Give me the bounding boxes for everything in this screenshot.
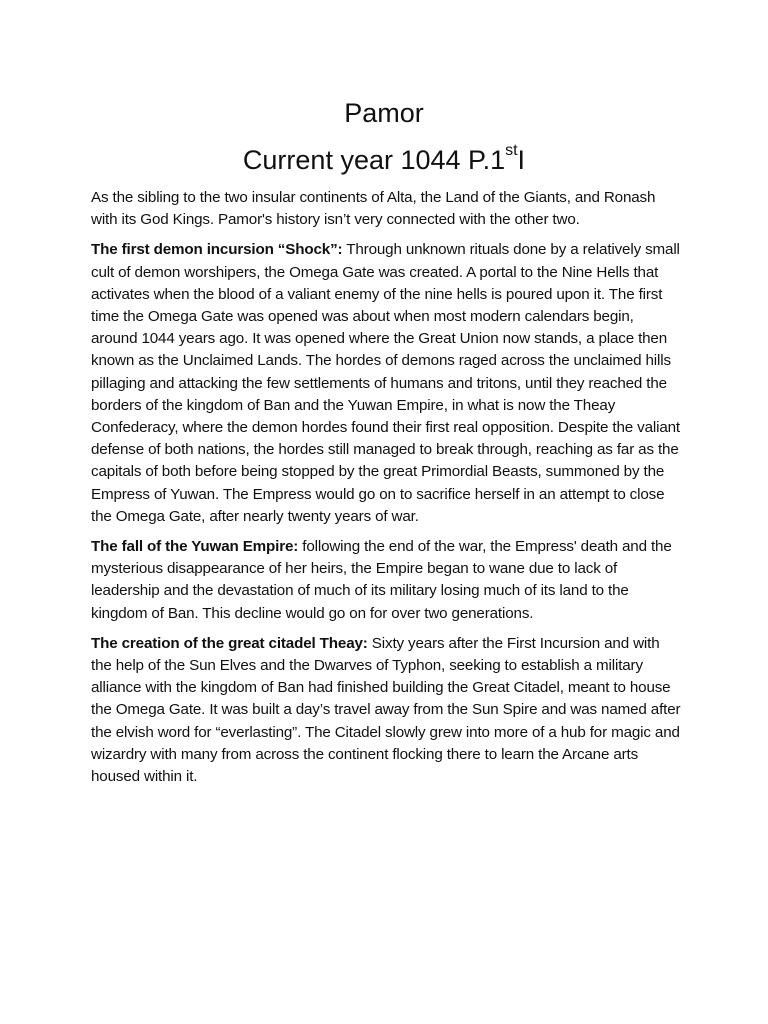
- section-text: Through unknown rituals done by a relatively small cult of demon worshipers, the Omega Gate was created. A portal to the Nine Hells that activates when the blood of a valiant enemy of the nine hells is poured upon it. The first time the Omega Gate was opened was about when most modern calendars begin, around 1044 years ago. It was opened where the Great Union now stands, a place then known as the Unclaimed Lands. The hordes of demons raged across the unclaimed hills pillaging and attacking the few settlements of humans and tritons, until they reached the borders of the kingdom of Ban and the Yuwan Empire, in what is now the Theay Confederacy, where the demon hordes found their first real opposition. Despite the valiant defense of both nations, the hordes still managed to break through, reaching as far as the capitals of both before being stopped by the great Primordial Beasts, summoned by the Empress of Yuwan. The Empress would go on to sacrifice herself in an attempt to close the Omega Gate, after nearly twenty years of war.: [91, 241, 681, 525]
- page-title: Pamor: [344, 98, 424, 128]
- section-paragraph-fall-of-yuwan: [91, 536, 681, 625]
- page-subtitle: [0, 144, 768, 176]
- document-body: [91, 187, 681, 796]
- subtitle-superscript: st: [505, 142, 518, 159]
- intro-paragraph: As the sibling to the two insular continents of Alta, the Land of the Giants, and Ronash with its God Kings. Pamor's history isn’t very connected with the other two.: [91, 189, 656, 229]
- section-heading: The fall of the Yuwan Empire:: [91, 538, 299, 556]
- section-text: following the end of the war, the Empress' death and the mysterious disappearance of her heirs, the Empire began to wane due to lack of leadership and the devastation of much of its military losing much of its land to the kingdom of Ban. This decline would go on for over two generations.: [91, 538, 672, 622]
- section-heading: The creation of the great citadel Theay:: [91, 634, 368, 652]
- section-paragraph-first-incursion: [91, 239, 681, 528]
- subtitle-main: Current year 1044 P.1: [242, 145, 506, 175]
- section-text: Sixty years after the First Incursion and with the help of the Sun Elves and the Dwarves of Typhon, seeking to establish a military alliance with the kingdom of Ban had finished building the Great Citadel, meant to house the Omega Gate. It was built a day’s travel away from the Sun Spire and was named after the elvish word for “everlasting”. The Citadel slowly grew into more of a hub for magic and wizardry with many from across the continent flocking there to learn the Arcane arts housed within it.: [91, 634, 681, 786]
- section-heading: The first demon incursion “Shock”:: [91, 241, 343, 259]
- subtitle-tail: I: [517, 145, 526, 175]
- section-paragraph-citadel-theay: [91, 633, 681, 788]
